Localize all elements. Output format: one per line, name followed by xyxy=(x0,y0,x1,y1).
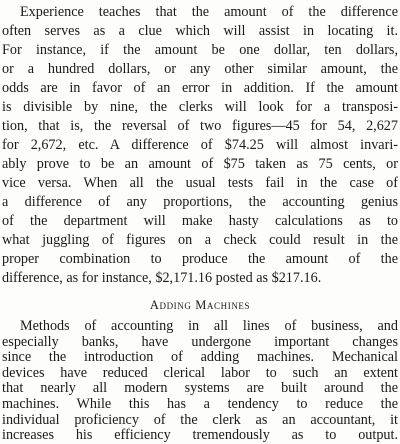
text-line-content: proper combination to produce the amount of the xyxy=(2,251,398,267)
text-line xyxy=(2,380,398,396)
text-line xyxy=(2,173,398,193)
text-line xyxy=(2,427,398,443)
text-line xyxy=(2,78,398,98)
text-line xyxy=(0,2,398,22)
text-line xyxy=(2,365,398,381)
text-line xyxy=(2,116,398,136)
text-line-content: tion, that is, the reversal of two figures—45 for 54, 2,627 xyxy=(2,118,398,134)
text-line-content: Methods of accounting in all lines of business, and xyxy=(20,318,398,334)
text-line xyxy=(2,249,398,269)
text-line xyxy=(2,230,398,250)
text-line-content: what juggling of figures on a check could result in the xyxy=(2,232,398,248)
section-heading: Adding Machines xyxy=(149,298,251,312)
text-line-content: or a hundred dollars, or any other similar amount, the xyxy=(2,61,398,77)
text-line-content: since the introduction of adding machines. Mechanical xyxy=(2,349,398,366)
text-line xyxy=(2,211,398,231)
text-line xyxy=(2,97,398,117)
text-line-content: increases his efficiency tremendously as to output. xyxy=(2,427,398,444)
text-line-content: difference, as for instance, $2,171.16 posted as $217.16. xyxy=(2,270,322,286)
text-line xyxy=(2,40,398,60)
text-line-content: that nearly all modern systems are built around the xyxy=(2,380,398,397)
text-line-content: a difference of any proportions, the accounting genius xyxy=(2,194,398,210)
text-line-content: especially banks, have undergone important changes xyxy=(2,333,398,350)
text-line xyxy=(0,318,398,334)
text-line-content: odds are in favor of an error in addition. If the amount xyxy=(2,80,398,96)
text-line-content: machines. While this has a tendency to reduce the xyxy=(2,396,398,412)
text-line-content: Experience teaches that the amount of the difference xyxy=(20,4,398,20)
text-line xyxy=(2,334,398,350)
text-line-content: ably prove to be an amount of $75 taken as 75 cents, or xyxy=(2,156,398,172)
text-line xyxy=(2,192,398,212)
text-line-content: For instance, if the amount be one dollar, ten dollars, xyxy=(2,42,398,58)
text-line-content: devices have reduced clerical labor to such an extent xyxy=(2,364,398,381)
text-line xyxy=(2,349,398,365)
text-line-last xyxy=(2,268,398,288)
text-line xyxy=(2,154,398,174)
text-line xyxy=(2,59,398,79)
text-line-content: of the department will make hasty calculations as to xyxy=(2,213,398,229)
text-line-content: is divisible by nine, the clerks will look for a transposi- xyxy=(2,99,398,115)
text-line xyxy=(2,135,398,155)
text-line xyxy=(2,21,398,41)
text-line-content: individual proficiency of the clerk as an accountant, it xyxy=(2,411,398,428)
text-line-content: vice versa. When all the usual tests fail in the case of xyxy=(2,175,398,191)
text-line xyxy=(2,412,398,428)
text-line-content: often serves as a clue which will assist in locating it. xyxy=(2,23,398,39)
text-line-content: for 2,672, etc. A difference of $74.25 will almost invari- xyxy=(2,137,398,153)
text-line xyxy=(2,396,398,412)
